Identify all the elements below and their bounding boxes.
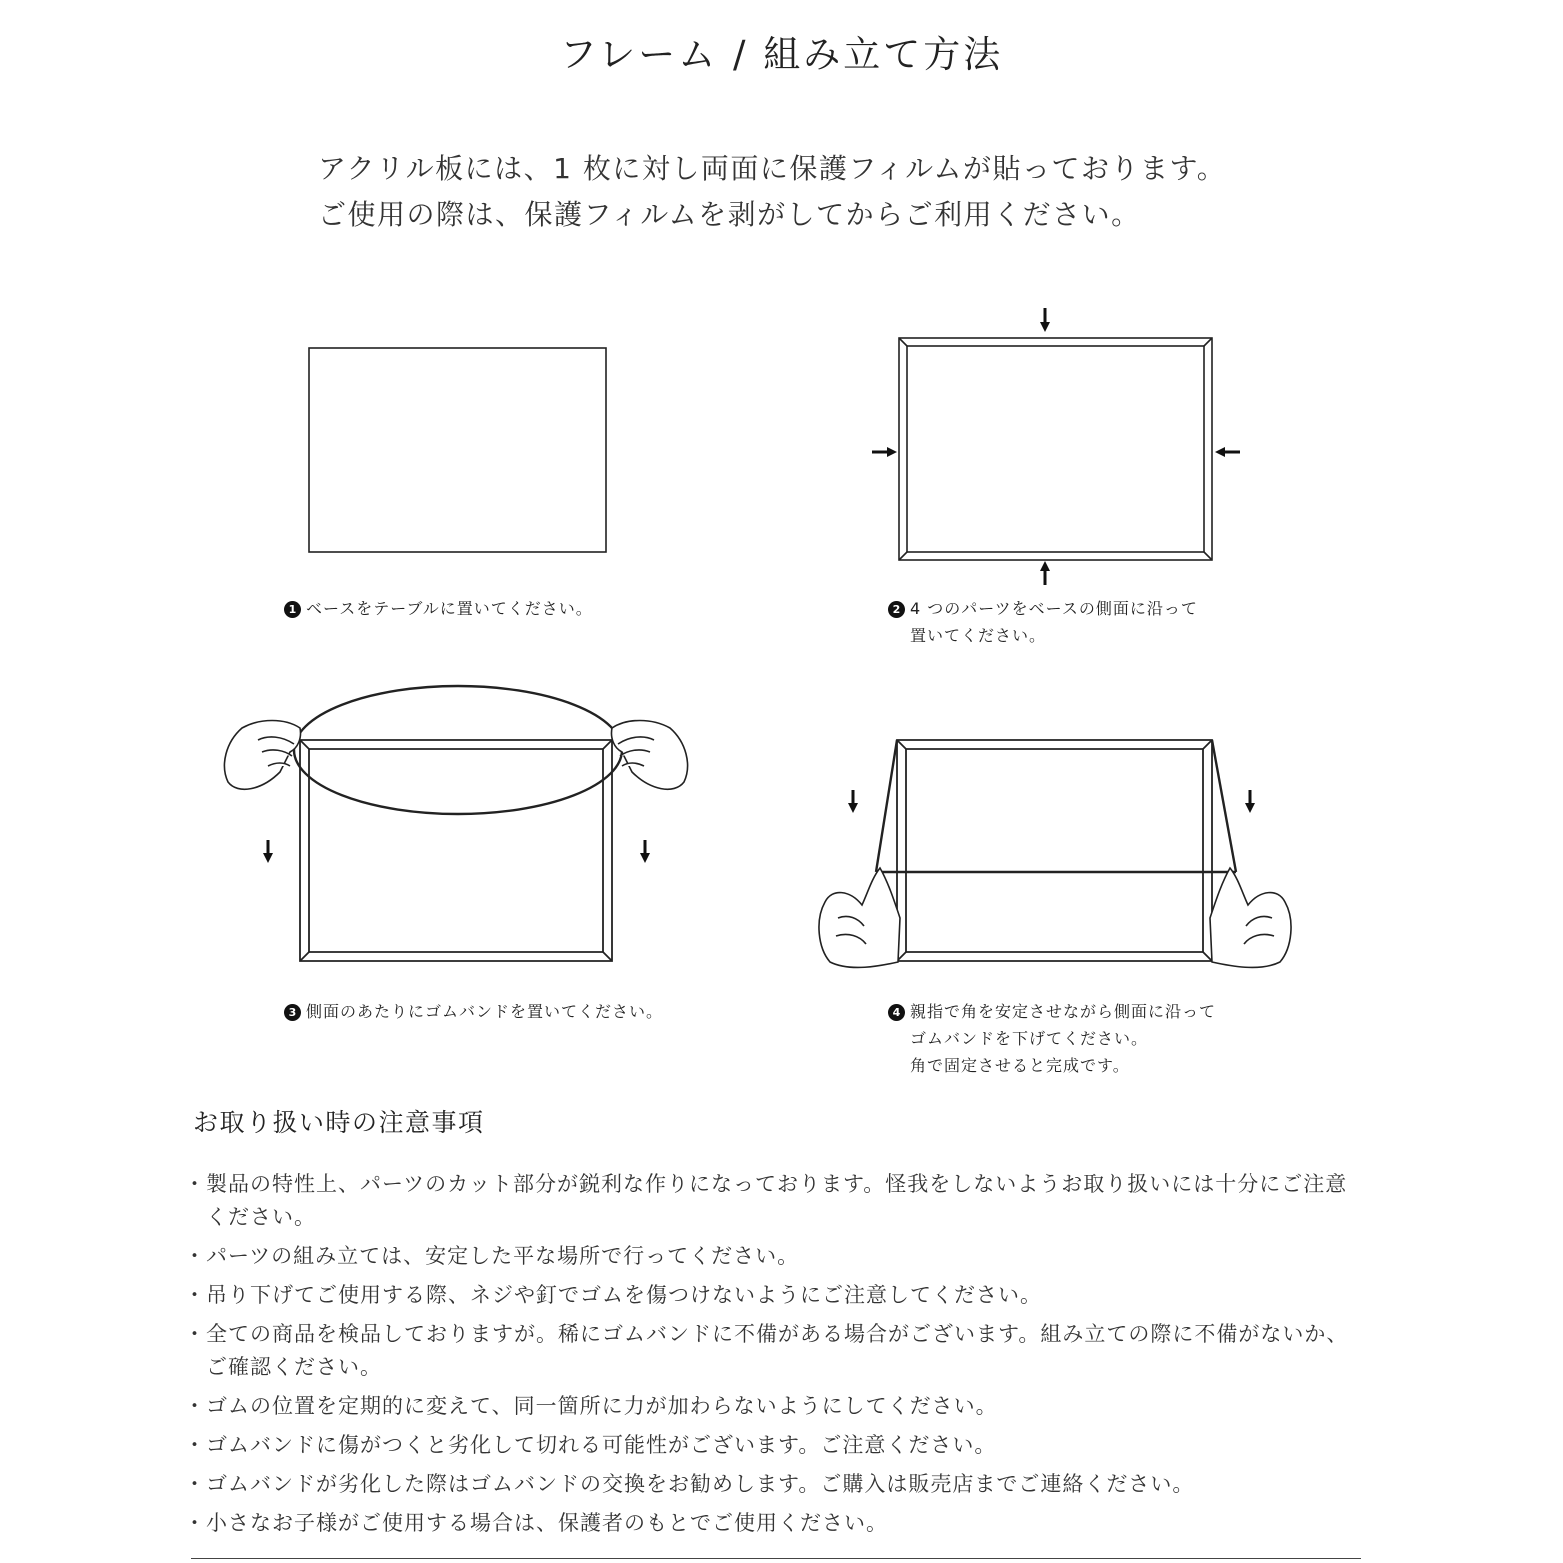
note-text: パーツの組み立ては、安定した平な場所で行ってください。	[206, 1244, 800, 1268]
note-text: 吊り下げてご使用する際、ネジや釘でゴムを傷つけないようにご注意してください。	[206, 1283, 1042, 1307]
step-2-caption	[888, 595, 1198, 649]
note-item	[188, 1507, 1368, 1540]
note-text-cont: ください。	[206, 1205, 316, 1229]
page-title: フレーム / 組み立て方法	[559, 33, 1004, 76]
intro-line-1: アクリル板には、1 枚に対し両面に保護フィルムが貼っております。	[318, 152, 1227, 185]
intro-line-2: ご使用の際は、保護フィルムを剥がしてからご利用ください。	[318, 198, 1141, 231]
step-4-line-3: 角で固定させると完成です。	[910, 1056, 1130, 1075]
note-item	[188, 1318, 1368, 1384]
note-item	[188, 1390, 1368, 1423]
step-2-line-1: 4 つのパーツをベースの側面に沿って	[910, 599, 1198, 618]
step-number-badge: 3	[284, 1004, 301, 1021]
note-text: 製品の特性上、パーツのカット部分が鋭利な作りになっております。怪我をしないようお取り扱いには十分にご注意	[206, 1172, 1348, 1196]
step-1-caption	[284, 595, 593, 622]
step3-frame-illustration	[300, 740, 612, 961]
step3-arrows	[268, 840, 645, 858]
note-item	[188, 1468, 1368, 1501]
step4-rubber-band	[876, 740, 1236, 872]
step2-arrows	[872, 308, 1240, 585]
notes-list	[188, 1168, 1368, 1546]
right-thumb-hand-icon	[1210, 868, 1291, 967]
step-number-badge: 4	[888, 1004, 905, 1021]
step3-rubber-band	[294, 686, 622, 814]
left-thumb-hand-icon	[819, 868, 900, 967]
step4-arrows	[853, 790, 1250, 808]
note-text: ゴムの位置を定期的に変えて、同一箇所に力が加わらないようにしてください。	[206, 1394, 998, 1418]
note-text: ゴムバンドが劣化した際はゴムバンドの交換をお勧めします。ご購入は販売店までご連絡ください。	[206, 1472, 1195, 1496]
right-hand-icon	[611, 721, 687, 790]
notes-heading: お取り扱い時の注意事項	[193, 1108, 485, 1137]
note-text: ゴムバンドに傷がつくと劣化して切れる可能性がございます。ご注意ください。	[206, 1433, 997, 1457]
note-text: 小さなお子様がご使用する場合は、保護者のもとでご使用ください。	[206, 1511, 888, 1535]
step-4-line-2: ゴムバンドを下げてください。	[910, 1029, 1149, 1048]
note-item	[188, 1168, 1368, 1234]
step-number-badge: 2	[888, 601, 905, 618]
note-text: 全ての商品を検品しておりますが。稀にゴムバンドに不備がある場合がございます。組み立ての際に不備がないか、	[206, 1322, 1349, 1346]
note-item	[188, 1429, 1368, 1462]
note-item	[188, 1240, 1368, 1273]
note-text-cont: ご確認ください。	[206, 1355, 382, 1379]
bottom-divider	[191, 1558, 1361, 1559]
step-2-line-2: 置いてください。	[910, 626, 1047, 645]
left-hand-icon	[224, 721, 300, 790]
step-1-line-1: ベースをテーブルに置いてください。	[306, 599, 593, 618]
step-3-line-1: 側面のあたりにゴムバンドを置いてください。	[306, 1002, 664, 1021]
step-3-caption	[284, 998, 663, 1025]
step2-frame-illustration	[899, 338, 1212, 560]
step-number-badge: 1	[284, 601, 301, 618]
note-item	[188, 1279, 1368, 1312]
step4-frame-illustration	[897, 740, 1212, 961]
step-4-line-1: 親指で角を安定させながら側面に沿って	[910, 1002, 1217, 1021]
step-4-caption	[888, 998, 1216, 1079]
step1-base-illustration	[309, 348, 606, 552]
